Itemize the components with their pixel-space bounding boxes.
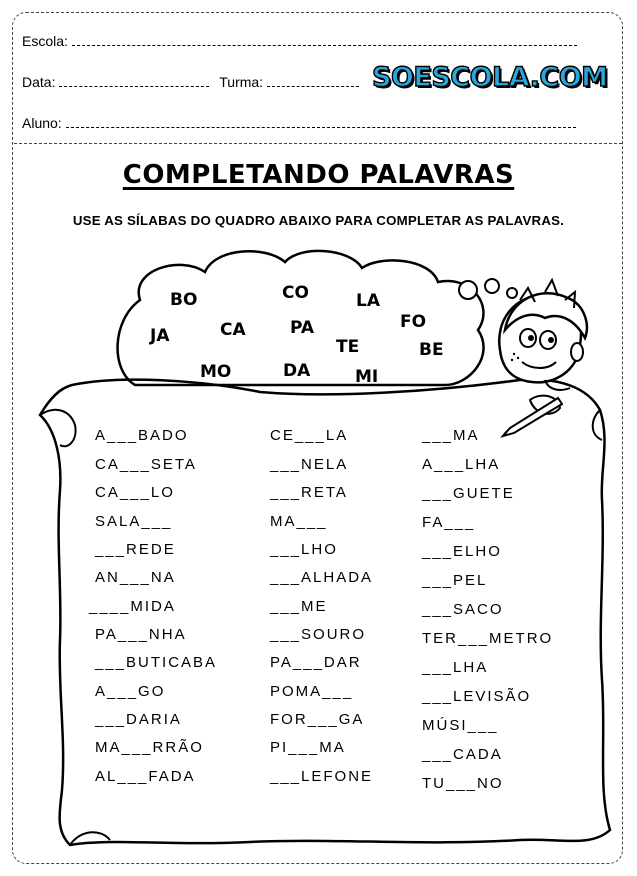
exercise-word: CA___SETA xyxy=(95,456,197,473)
exercise-word: TER___METRO xyxy=(422,630,554,647)
exercise-word: SALA___ xyxy=(95,513,173,530)
exercise-word: ___MA xyxy=(422,427,480,444)
exercise-word: A___LHA xyxy=(422,456,501,473)
exercise-word: PA___NHA xyxy=(95,626,187,643)
syllable: JA xyxy=(150,326,170,346)
syllable: CO xyxy=(282,283,309,303)
exercise-word: CE___LA xyxy=(270,427,349,444)
scroll-left-curl xyxy=(40,410,76,447)
exercise-word: ___SOURO xyxy=(270,626,367,643)
syllable: PA xyxy=(290,318,315,338)
exercise-word: ___ELHO xyxy=(422,543,502,560)
thought-bubble-large xyxy=(459,281,477,299)
syllable: BE xyxy=(419,340,444,360)
exercise-word: ____MIDA xyxy=(89,598,176,615)
exercise-word: MA___RRÃO xyxy=(95,739,204,756)
exercise-word: MÚSI___ xyxy=(422,717,499,734)
exercise-word: ___LHO xyxy=(270,541,338,558)
page-title: COMPLETANDO PALAVRAS xyxy=(122,160,515,190)
syllable: BO xyxy=(170,290,198,310)
exercise-word: ___ALHADA xyxy=(270,569,374,586)
syllable: FO xyxy=(400,312,427,332)
exercise-word: AL___FADA xyxy=(95,768,196,785)
syllable: MO xyxy=(200,362,232,382)
exercise-word: MA___ xyxy=(270,513,328,530)
syllable: CA xyxy=(220,320,246,340)
exercise-word: ___BUTICABA xyxy=(95,654,218,671)
exercise-word: ___RETA xyxy=(270,484,348,501)
exercise-word: A___BADO xyxy=(95,427,189,444)
school-label: Escola: xyxy=(22,33,68,49)
exercise-word: FA___ xyxy=(422,514,476,531)
exercise-word: PI___MA xyxy=(270,739,346,756)
student-label: Aluno: xyxy=(22,115,62,131)
exercise-word: ___ME xyxy=(270,598,328,615)
syllable: TE xyxy=(336,337,360,357)
exercise-word: ___PEL xyxy=(422,572,488,589)
thought-bubble-medium xyxy=(485,279,499,293)
exercise-word: AN___NA xyxy=(95,569,176,586)
exercise-word: ___SACO xyxy=(422,601,504,618)
syllable: DA xyxy=(283,361,311,381)
exercise-word: ___LHA xyxy=(422,659,489,676)
exercise-word: PA___DAR xyxy=(270,654,362,671)
syllable: MI xyxy=(355,367,379,387)
exercise-word: ___GUETE xyxy=(422,485,515,502)
exercise-word: A___GO xyxy=(95,683,166,700)
exercise-word: CA___LO xyxy=(95,484,175,501)
exercise-word: POMA___ xyxy=(270,683,354,700)
exercise-word: FOR___GA xyxy=(270,711,365,728)
thought-bubble-small xyxy=(507,288,517,298)
exercise-word: ___LEVISÃO xyxy=(422,688,532,705)
class-label: Turma: xyxy=(219,74,264,90)
exercise-word: TU___NO xyxy=(422,775,504,792)
exercise-word: ___DARIA xyxy=(95,711,182,728)
instruction-text: USE AS SÍLABAS DO QUADRO ABAIXO PARA COMPLETAR AS PALAVRAS. xyxy=(72,213,565,228)
exercise-word: ___CADA xyxy=(422,746,503,763)
exercise-word: ___REDE xyxy=(95,541,176,558)
exercise-word: ___LEFONE xyxy=(270,768,374,785)
date-label: Data: xyxy=(22,74,56,90)
exercise-word: ___NELA xyxy=(270,456,349,473)
site-logo: SOESCOLA.COM xyxy=(372,62,608,93)
boy-character xyxy=(499,280,587,436)
syllable: LA xyxy=(356,291,380,311)
